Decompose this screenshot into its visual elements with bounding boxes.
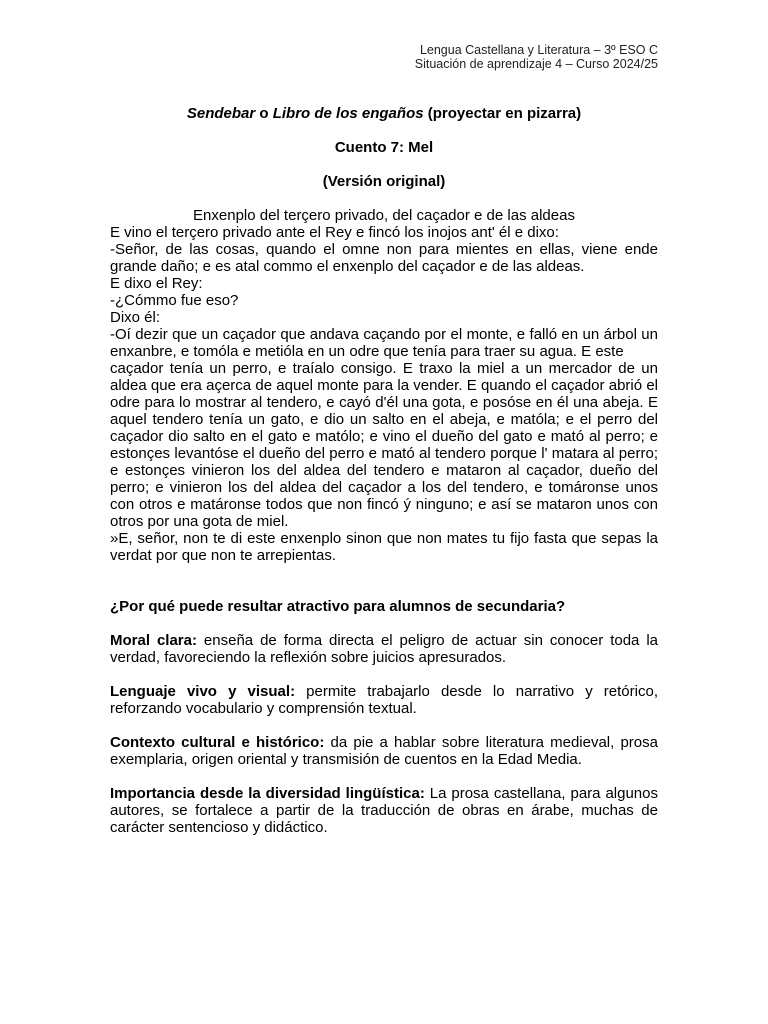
story-heading: Enxenplo del terçero privado, del caçador e de las aldeas (193, 207, 575, 224)
point-label: Contexto cultural e histórico: (110, 734, 325, 751)
title-work: Sendebar (186, 105, 256, 122)
story-paragraph: -Oí dezir que un caçador que andava caçando por el monte, e falló en un árbol un enxanbre, e tomóla e metióla en un odre que tenía para traer su agua. E este (110, 326, 658, 360)
story-paragraph: »E, señor, non te di este enxenplo sinon que non mates tu fijo fasta que sepas la verdat por que non te arrepientas. (110, 530, 658, 564)
analysis-question: ¿Por qué puede resultar atractivo para alumnos de secundaria? (110, 598, 566, 615)
point-text: permite trabajarlo desde lo narrativo y retórico, reforzando vocabulario y comprensión textual. (110, 683, 658, 717)
analysis-point (110, 785, 658, 836)
title-note: (proyectar en pizarra) (423, 105, 582, 122)
point-text: enseña de forma directa el peligro de actuar sin conocer toda la verdad, favoreciendo la reflexión sobre juicios apresurados. (110, 632, 659, 666)
story-line: E vino el terçero privado ante el Rey e fincó los inojos ant' él e dixo: (110, 224, 559, 241)
header-course: Lengua Castellana y Literatura – 3º ESO C (419, 43, 658, 57)
analysis-point (110, 632, 658, 666)
story-paragraph: caçador tenía un perro, e traíalo consigo. E traxo la miel a un mercador de un aldea que era açerca de aquel monte para la vender. E quando el caçador abrió el odre para lo mostrar al tendero, e cayó d'él una gota, e posóse en él una abeja. E aquel tendero tenía un gato, e dio un salto en el abeja, e matóla; e el perro del caçador dio salto en el gato e matólo; e vino el dueño del gato e mató al perro; e estonçes levantóse el dueño del perro e mató al tendero porque l' matara al perro; e estonçes vinieron los del aldea del tendero e mataron al caçador, dueño del perro; e vinieron los del aldea del caçador a los del tendero, e tomáronse unos con otros e matáronse todos que non fincó ý ninguno; e así se mataron unos con otros por una gota de miel. (110, 360, 658, 530)
header-unit: Situación de aprendizaje 4 – Curso 2024/25 (414, 57, 658, 71)
document-title (0, 105, 768, 122)
point-label: Lenguaje vivo y visual: (110, 683, 296, 700)
point-text: da pie a hablar sobre literatura medieval, prosa exemplaria, origen oriental y transmisión de cuentos en la Edad Media. (110, 734, 658, 768)
document-body (110, 207, 658, 836)
story-line: E dixo el Rey: (110, 275, 203, 292)
point-label: Importancia desde la diversidad lingüística: (110, 785, 425, 802)
point-label: Moral clara: (110, 632, 197, 649)
title-connector: o (255, 105, 273, 122)
analysis-point (110, 683, 658, 717)
title-alt-work: Libro de los engaños (272, 105, 424, 122)
story-paragraph: -Señor, de las cosas, quando el omne non para mientes en ellas, viene ende grande daño; e es atal commo el enxenplo del caçador e de las aldeas. (110, 241, 658, 275)
story-title: Cuento 7: Mel (334, 139, 434, 156)
story-line: -¿Cómmo fue eso? (110, 292, 239, 309)
analysis-point (110, 734, 658, 768)
page-header (415, 43, 658, 71)
story-line: Dixo él: (110, 309, 161, 326)
point-text: La prosa castellana, para algunos autores, se fortalece a partir de la traducción de obras en árabe, muchas de carácter sentencioso y didáctico. (110, 785, 658, 836)
version-label: (Versión original) (322, 173, 446, 190)
